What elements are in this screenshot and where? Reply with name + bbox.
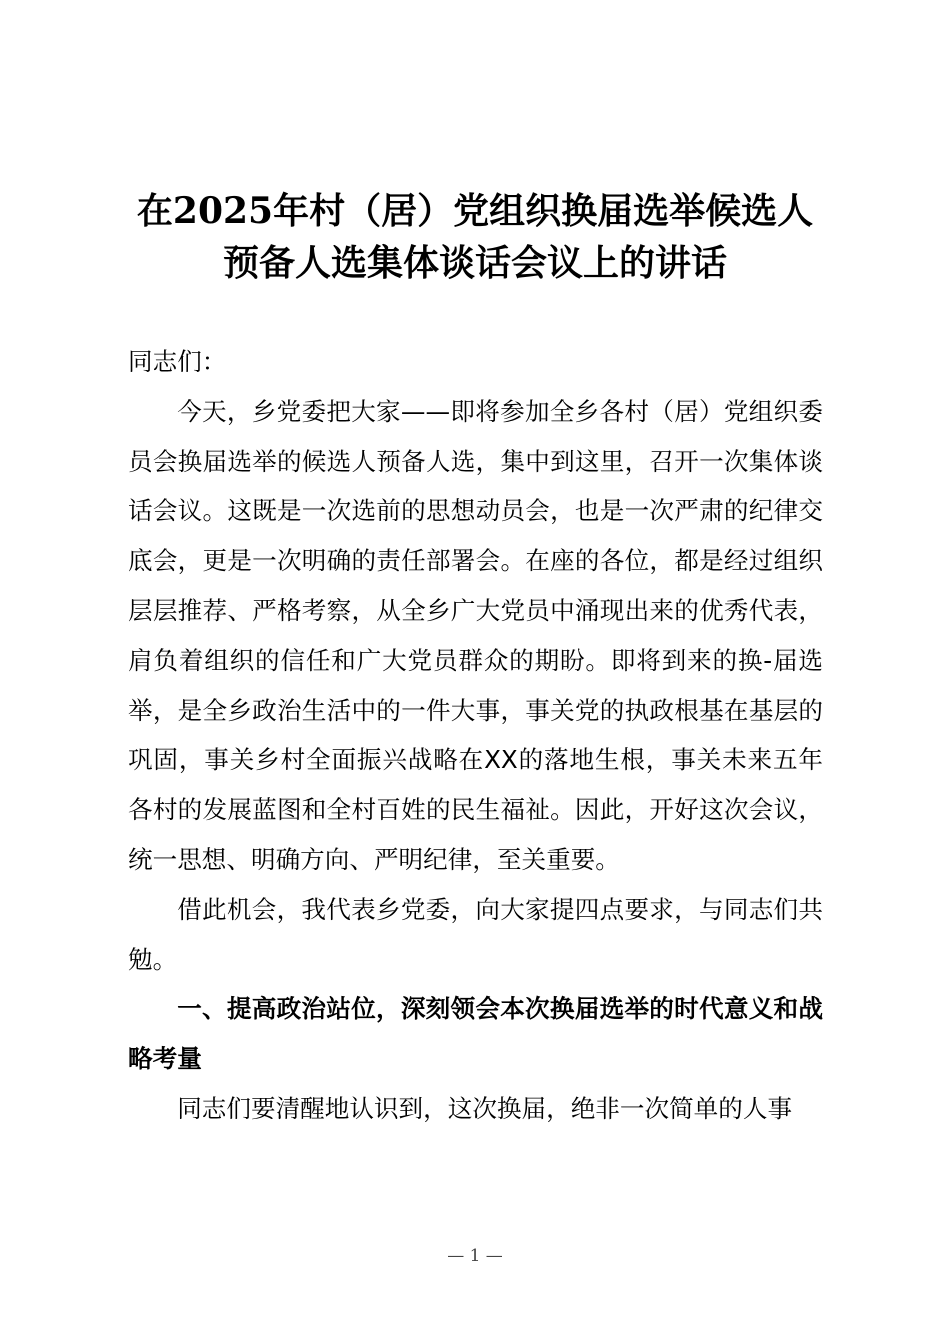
salutation: 同志们： bbox=[128, 347, 227, 376]
document-body bbox=[128, 337, 823, 1134]
body-paragraph: 今天，乡党委把大家——即将参加全乡各村（居）党组织委员会换届选举的候选人预备人选，集中到这里，召开一次集体谈话会议。这既是一次选前的思想动员会，也是一次严肃的纪律交底会，更是一次明确的责任部署会。在座的各位，都是经过组织层层推荐、严格考察，从全乡广大党员中涌现出来的优秀代表，肩负着组织的信任和广大党员群众的期盼。即将到来的换-届选举，是全乡政治生活中的一件大事，事关党的执政根基在基层的巩固，事关乡村全面振兴战略在XX的落地生根，事关未来五年各村的发展蓝图和全村百姓的民生福祉。因此，开好这次会议，统一思想、明确方向、严明纪律，至关重要。 bbox=[128, 396, 823, 874]
document-title-line-1: 在2025年村（居）党组织换届选举候选人 bbox=[136, 190, 814, 232]
section-heading: 一、提高政治站位，深刻领会本次换届选举的时代意义和战略考量 bbox=[128, 994, 823, 1074]
page-number: — 1 — bbox=[447, 1246, 503, 1266]
document-title-line-2: 预备人选集体谈话会议上的讲话 bbox=[222, 242, 727, 284]
body-paragraph: 同志们要清醒地认识到，这次换届，绝非一次简单的人事 bbox=[177, 1093, 793, 1123]
body-paragraph: 借此机会，我代表乡党委，向大家提四点要求，与同志们共勉。 bbox=[128, 894, 823, 974]
